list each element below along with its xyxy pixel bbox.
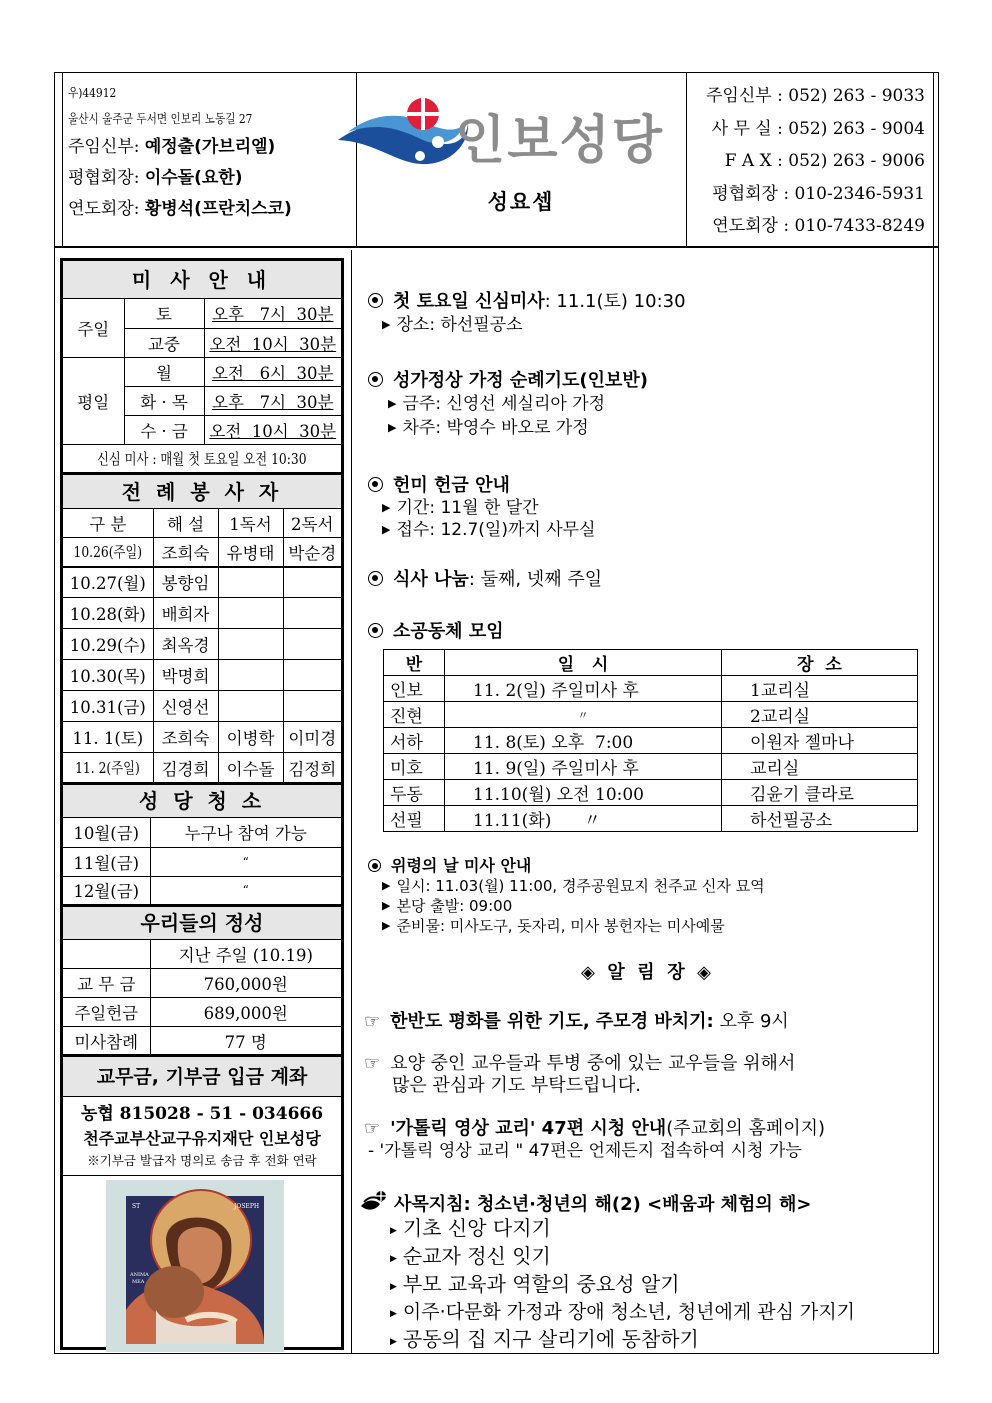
announcement-sub-text: 준비물: 미사도구, 돗자리, 미사 봉헌자는 미사예물: [396, 917, 725, 935]
notice-board-title: ◈ 알 림 장 ◈: [581, 962, 711, 983]
announcement-title-suffix: : 둘째, 넷째 주일: [468, 569, 603, 590]
image-label-right: JOSEPH: [234, 1203, 260, 1210]
contact-list: [700, 80, 925, 243]
offerings-title: 우리들의 정성: [63, 907, 341, 940]
bullseye-icon: [368, 293, 383, 308]
left-sidebar: [60, 258, 344, 1350]
minister-date: [63, 753, 153, 784]
announcement-title: [360, 287, 686, 313]
mass-day: 교중: [124, 328, 204, 357]
mass-day: 토: [124, 299, 204, 328]
bullseye-icon: [368, 372, 383, 387]
announcement-sub-text: 일시: 11.03(월) 11:00, 경주공원묘지 천주교 신자 묘역: [396, 877, 765, 895]
pastor-name: 예정출(가브리엘): [144, 137, 276, 157]
announcement-small-community: [360, 617, 504, 643]
small-group-header: 일 시: [445, 650, 722, 676]
announcement-title-text: 소공동체 모임: [393, 621, 504, 642]
yeondo-president-name: 황병석(프란치스코): [144, 199, 292, 219]
bullseye-icon: [368, 859, 381, 872]
guideline-item: [360, 1216, 855, 1244]
cleaning-note: “: [150, 876, 341, 905]
triangle-bullet-icon: ▶: [390, 1309, 397, 1319]
church-name: 인보성당: [455, 111, 664, 171]
contact-row: 평협회장 : 010-2346-5931: [712, 183, 925, 204]
minister-reader2: [283, 691, 341, 722]
church-info: [68, 80, 353, 225]
group-name: 선필: [384, 806, 445, 832]
contact-label: 주임신부: [706, 86, 772, 106]
minister-date: 10.30(목): [63, 660, 153, 691]
minister-reader2: 이미경: [283, 722, 341, 753]
minister-reader2: [283, 660, 341, 691]
group-place: 1교리실: [722, 676, 918, 702]
triangle-bullet-icon: ▶: [390, 1254, 397, 1264]
council-president-label: 평협회장:: [68, 168, 140, 188]
bullseye-icon: [368, 623, 383, 638]
notice-sick-parishioners: [360, 1053, 795, 1097]
cleaning-table: [63, 818, 341, 907]
group-name: 인보: [384, 676, 445, 702]
minister-commentator: 최옥경: [153, 629, 218, 660]
contact-row: F A X : 052) 263 - 9006: [724, 151, 925, 171]
announcement-sub: [360, 896, 765, 916]
announcement-sub: [360, 916, 765, 936]
group-place: 2교리실: [722, 702, 918, 728]
triangle-bullet-icon: ▶: [382, 879, 391, 892]
small-group-header: 장 소: [722, 650, 918, 676]
postal-code: 우)44912: [68, 85, 117, 100]
offerings-blank: [63, 940, 150, 969]
account-info: [63, 1097, 341, 1176]
group-time: 11.11(화) 〃: [445, 806, 722, 832]
guideline-item-text: 순교자 정신 잇기: [402, 1244, 551, 1268]
announcement-title-text: 성가정상 가정 순례기도(인보반): [393, 370, 649, 391]
cleaning-title: 성 당 청 소: [63, 785, 341, 818]
mass-schedule-table: [63, 299, 341, 475]
minister-date: 10.29(수): [63, 629, 153, 660]
account-title: 교무금, 기부금 입금 계좌: [63, 1057, 341, 1097]
announcement-sub-text: 금주: 신영선 세실리아 가정: [402, 394, 606, 414]
announcement-title: [360, 617, 504, 643]
contact-value: 010-7433-8249: [794, 216, 925, 236]
pointing-hand-icon: ☞: [364, 1118, 381, 1139]
mass-day: 월: [124, 357, 204, 386]
bank-account: 농협 815028 - 51 - 034666: [80, 1104, 324, 1124]
announcement-meal-sharing: [360, 565, 602, 591]
small-group-header: 반: [384, 650, 445, 676]
ministers-header: 해 설: [153, 509, 218, 538]
announcement-sub-text: 장소: 하선필공소: [396, 315, 523, 335]
group-time: 11. 9(일) 주일미사 후: [445, 754, 722, 780]
offering-value: 689,000원: [150, 998, 341, 1027]
offering-label: 미사참례: [63, 1027, 150, 1056]
yeondo-president-row: [68, 194, 353, 225]
group-time: 11.10(월) 오전 10:00: [445, 780, 722, 806]
council-president-row: [68, 163, 353, 194]
group-time: 〃: [445, 702, 722, 728]
announcement-title: [360, 366, 648, 392]
mass-time: 오전 10시 30분: [204, 328, 341, 357]
announcement-title: [360, 471, 596, 497]
group-place: 김윤기 클라로: [722, 780, 918, 806]
notice-catechism-video: [360, 1118, 825, 1162]
group-name: 진현: [384, 702, 445, 728]
pastoral-guideline: [360, 1190, 855, 1355]
minister-reader1: [218, 598, 283, 629]
offering-value: 760,000원: [150, 969, 341, 998]
pointing-hand-icon: ☞: [364, 1053, 381, 1074]
minister-reader2: [283, 629, 341, 660]
contact-value: 052) 263 - 9006: [788, 151, 925, 171]
triangle-bullet-icon: ▶: [382, 899, 391, 912]
triangle-bullet-icon: ▶: [382, 318, 391, 331]
minister-commentator: 봉향임: [153, 567, 218, 598]
announcement-title-text: 식사 나눔: [393, 569, 469, 590]
announcement-sub: [360, 497, 596, 519]
minister-reader2: [283, 598, 341, 629]
triangle-bullet-icon: ▶: [388, 421, 397, 434]
notice-text: (주교회의 홈페이지): [666, 1118, 826, 1139]
svg-text:MEA: MEA: [132, 1279, 145, 1285]
address: 울산시 울주군 두서면 인보리 노동길 27: [68, 111, 253, 126]
guideline-item: [360, 1272, 855, 1300]
minister-date-text: 10.26(주일): [73, 543, 143, 562]
small-group-table: [383, 649, 918, 832]
minister-reader1: [218, 629, 283, 660]
cleaning-month: 10월(금): [63, 818, 150, 847]
announcement-sub: [360, 392, 648, 416]
mass-time: 오후 7시 30분: [204, 299, 341, 328]
announcement-sub: [360, 313, 686, 337]
triangle-bullet-icon: ▶: [382, 919, 391, 932]
announcement-first-saturday: [360, 287, 686, 337]
triangle-bullet-icon: ▶: [382, 501, 391, 514]
minister-reader2: [283, 567, 341, 598]
contact-value: 010-2346-5931: [794, 183, 925, 204]
group-time: 11. 2(일) 주일미사 후: [445, 676, 722, 702]
announcement-sub-text: 차주: 박영수 바오로 가정: [402, 418, 589, 438]
ministers-table: [63, 509, 341, 786]
devotion-mass-note: [63, 444, 341, 473]
contact-value: 052) 263 - 9033: [788, 86, 925, 106]
cleaning-note: “: [150, 847, 341, 876]
announcement-holy-family: [360, 366, 648, 440]
announcement-memorial-mass: [360, 853, 765, 936]
minister-date: 10.27(월): [63, 567, 153, 598]
group-name: 서하: [384, 728, 445, 754]
minister-reader1: 유병태: [218, 538, 283, 567]
announcement-sub-text: 기간: 11월 한 달간: [396, 498, 539, 518]
triangle-bullet-icon: ▶: [390, 1226, 397, 1236]
minister-commentator: 조희숙: [153, 722, 218, 753]
devotion-mass-note-text: 신심 미사 : 매월 첫 토요일 오전 10:30: [97, 449, 307, 468]
frame-double-line: [933, 72, 934, 1354]
bullseye-icon: [368, 477, 383, 492]
group-place: 이원자 젤마나: [722, 728, 918, 754]
image-label-left: ST: [132, 1203, 141, 1210]
guideline-item: [360, 1327, 855, 1355]
announcement-title: [360, 853, 765, 876]
minister-date: 10.28(화): [63, 598, 153, 629]
guideline-item: [360, 1300, 855, 1327]
notice-peace-prayer: [360, 1007, 789, 1033]
notice-text-line2: 많은 관심과 기도 부탁드립니다.: [392, 1075, 641, 1096]
guideline-item-text: 이주·다문화 가정과 장애 청소년, 청년에게 관심 가지기: [402, 1301, 856, 1323]
contact-value: 052) 263 - 9004: [788, 118, 925, 139]
ministers-title: 전 례 봉 사 자: [63, 475, 341, 509]
minister-reader2: 박순경: [283, 538, 341, 567]
account-holder: 천주교부산교구유지재단 인보성당: [83, 1129, 321, 1148]
group-name: 두동: [384, 780, 445, 806]
triangle-bullet-icon: ▶: [390, 1337, 397, 1347]
notice-bold-text: 한반도 평화를 위한 기도, 주모경 바치기:: [390, 1011, 714, 1032]
minister-commentator: 김경희: [153, 753, 218, 784]
minister-reader1: 이병학: [218, 722, 283, 753]
minister-date: 11. 1(토): [63, 722, 153, 753]
ministers-header: 구 분: [63, 509, 153, 538]
mass-time: 오전 10시 30분: [204, 415, 341, 444]
contact-row: 연도회장 : 010-7433-8249: [712, 216, 925, 236]
mass-group-label: 평일: [63, 357, 124, 444]
notice-text: 요양 중인 교우들과 투병 중에 있는 교우들을 위해서: [390, 1053, 796, 1074]
offerings-column-header: 지난 주일 (10.19): [150, 940, 341, 969]
triangle-bullet-icon: ▶: [388, 397, 397, 410]
group-name: 미호: [384, 754, 445, 780]
announcement-title-text: 헌미 헌금 안내: [393, 475, 510, 496]
guideline-item-text: 기초 신앙 다지기: [402, 1216, 551, 1240]
yeondo-president-label: 연도회장:: [68, 199, 140, 219]
contact-label: 사 무 실: [711, 118, 772, 139]
announcement-title: [360, 565, 602, 591]
guideline-item-text: 공동의 집 지구 살리기에 동참하기: [402, 1327, 699, 1351]
svg-text:ANIMA: ANIMA: [130, 1272, 149, 1278]
account-note: ※기부금 발급자 명의로 송금 후 전화 연락: [87, 1153, 317, 1168]
minister-date: 10.31(금): [63, 691, 153, 722]
pastoral-guideline-title-text: 사목지침: 청소년·청년의 해(2) <배움과 체험의 해>: [394, 1194, 812, 1215]
announcement-sub: [360, 519, 596, 541]
council-president-name: 이수돌(요한): [144, 168, 243, 188]
image-area: [63, 1176, 341, 1356]
offering-value: 77 명: [150, 1027, 341, 1056]
st-joseph-icon: [106, 1180, 284, 1352]
announcement-sub-text: 본당 출발: 09:00: [396, 897, 513, 915]
ministers-header: 1독서: [218, 509, 283, 538]
guideline-item: [360, 1244, 855, 1272]
minister-commentator: 박명희: [153, 660, 218, 691]
pointing-hand-icon: ☞: [364, 1011, 381, 1032]
header-divider: [686, 72, 687, 248]
announcement-sub: [360, 416, 648, 440]
announcement-sub-text: 접수: 12.7(일)까지 사무실: [396, 520, 596, 540]
contact-label: F A X: [724, 151, 772, 171]
ministers-header: 2독서: [283, 509, 341, 538]
mass-group-label: 주일: [63, 299, 124, 357]
minister-commentator: 조희숙: [153, 538, 218, 567]
contact-row: 주임신부 : 052) 263 - 9033: [706, 86, 925, 106]
mass-day: 수 · 금: [124, 415, 204, 444]
pastor-label: 주임신부:: [68, 137, 140, 157]
minister-reader1: 이수돌: [218, 753, 283, 784]
minister-date: [63, 538, 153, 567]
minister-commentator: 배희자: [153, 598, 218, 629]
offering-label: 주일헌금: [63, 998, 150, 1027]
offerings-table: [63, 940, 341, 1058]
notice-bold-text: '가톨릭 영상 교리' 47편 시청 안내: [390, 1118, 667, 1139]
minister-reader1: [218, 567, 283, 598]
group-place: 교리실: [722, 754, 918, 780]
minister-commentator: 신영선: [153, 691, 218, 722]
pastoral-guideline-title: [360, 1190, 855, 1216]
minister-reader1: [218, 691, 283, 722]
contact-label: 평협회장: [712, 183, 778, 204]
mass-schedule-title: 미 사 안 내: [63, 261, 341, 299]
wave-cross-logo-icon: [360, 1190, 388, 1214]
announcement-title-text: 첫 토요일 신심미사: [393, 291, 545, 312]
minister-date-text: 11. 2(주일): [75, 759, 141, 777]
triangle-bullet-icon: ▶: [382, 523, 391, 536]
notice-text: 오후 9시: [713, 1011, 789, 1032]
group-time: 11. 8(토) 오후 7:00: [445, 728, 722, 754]
guideline-item-text: 부모 교육과 역할의 중요성 알기: [402, 1272, 680, 1296]
mass-time: 오후 7시 30분: [204, 386, 341, 415]
announcement-sub: [360, 876, 765, 896]
column-divider: [351, 250, 352, 1354]
announcement-title-text: 위령의 날 미사 안내: [391, 856, 532, 875]
announcement-rice-offering: [360, 471, 596, 541]
mass-time: 오전 6시 30분: [204, 357, 341, 386]
minister-reader1: [218, 660, 283, 691]
bullseye-icon: [368, 571, 383, 586]
header-double-line: [62, 72, 63, 248]
mass-day: 화 · 목: [124, 386, 204, 415]
contact-row: 사 무 실 : 052) 263 - 9004: [711, 118, 925, 139]
pastor-row: [68, 132, 353, 163]
minister-reader2: 김정희: [283, 753, 341, 784]
announcement-title-suffix: : 11.1(토) 10:30: [544, 291, 686, 312]
cleaning-month: 12월(금): [63, 876, 150, 905]
triangle-bullet-icon: ▶: [390, 1282, 397, 1292]
contact-label: 연도회장: [712, 216, 778, 236]
group-place: 하선필공소: [722, 806, 918, 832]
cleaning-month: 11월(금): [63, 847, 150, 876]
notice-text-line2: - '가톨릭 영상 교리 " 47편은 언제든지 접속하여 시청 가능: [368, 1141, 802, 1161]
cleaning-note: 누구나 참여 가능: [150, 818, 341, 847]
bulletin-name: 성요셉: [487, 190, 555, 214]
offering-label: 교 무 금: [63, 969, 150, 998]
